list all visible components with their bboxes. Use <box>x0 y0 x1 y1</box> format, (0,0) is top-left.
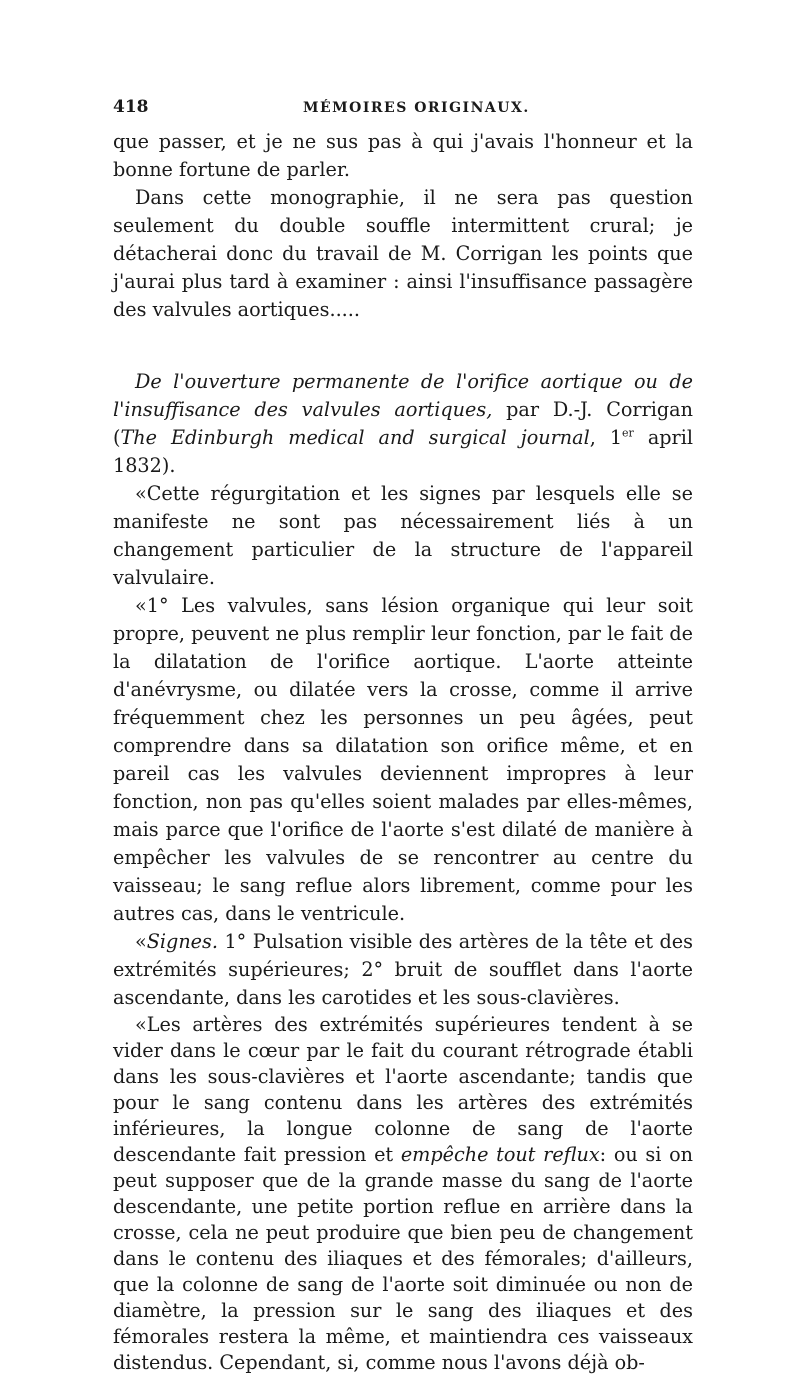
paragraph-7-part-b: : ou si on peut supposer que de la grande masse du sang de l'aorte descendante, une petite portion reflue en arrière dans la crosse, cela ne peut produire que bien peu de changement dans le contenu des iliaques et des fémorales; d'ailleurs, que la colonne de sang de l'aorte soit diminuée ou non de diamètre, la pression sur le sang des iliaques et des fémorales restera la même, et maintiendra ces vaisseaux distendus. Cependant, si, comme nous l'avons déjà ob- <box>113 1143 693 1374</box>
paragraph-2: Dans cette monographie, il ne sera pas question seulement du double souffle intermittent crural; je détacherai donc du travail de M. Corrigan les points que j'aurai plus tard à examiner : ainsi l'insuffisance passagère des valvules aortiques..... <box>113 186 693 321</box>
citation-title: De l'ouverture permanente de l'orifice aortique ou de l'insuffisance des valvules aortiques, <box>113 370 693 421</box>
paragraph-7-part-a: «Les artères des extrémités supérieures tendent à se vider dans le cœur par le fait du courant rétrograde établi dans les sous-clavières et l'aorte ascendante; tandis que pour le sang contenu dans les artères des extrémités inférieures, la longue colonne de sang de l'aorte descendante fait pression et <box>113 1013 693 1166</box>
body-text <box>113 128 693 1376</box>
citation-author: par D.-J. Corrigan ( <box>113 398 693 449</box>
citation-date-sup: er <box>622 426 634 440</box>
paragraph-signes <box>113 928 693 1012</box>
paragraph-7 <box>113 1012 693 1376</box>
citation-journal: The Edinburgh medical and surgical journal <box>120 426 590 449</box>
running-title: MÉMOIRES ORIGINAUX. <box>303 100 530 116</box>
paragraph-5: «1° Les valvules, sans lésion organique qui leur soit propre, peuvent ne plus remplir leur fonction, par le fait de la dilatation de l'orifice aortique. L'aorte atteinte d'anévrysme, ou dilatée vers la crosse, comme il arrive fréquemment chez les personnes un peu âgées, peut comprendre dans sa dilatation son orifice même, et en pareil cas les valvules deviennent impropres à leur fonction, non pas qu'elles soient malades par elles-mêmes, mais parce que l'orifice de l'aorte s'est dilaté de manière à empêcher les valvules de se rencontrer au centre du vaisseau; le sang reflue alors librement, comme pour les autres cas, dans le ventricule. <box>113 594 693 925</box>
citation-paragraph <box>113 368 693 480</box>
citation-date-b: april 1832). <box>113 426 693 477</box>
page-header <box>113 97 693 125</box>
citation-date-a: , 1 <box>589 426 623 449</box>
paragraph-4: «Cette régurgitation et les signes par lesquels elle se manifeste ne sont pas nécessairement liés à un changement particulier de la structure de l'appareil valvulaire. <box>113 482 693 589</box>
paragraph-1: que passer, et je ne sus pas à qui j'avais l'honneur et la bonne fortune de parler. <box>113 130 693 181</box>
page-number: 418 <box>113 97 149 117</box>
paragraph-7-italic: empêche tout reflux <box>400 1143 600 1166</box>
signes-open-quote: « <box>135 930 147 953</box>
signes-text: 1° Pulsation visible des artères de la tête et des extrémités supérieures; 2° bruit de soufflet dans l'aorte ascendante, dans les carotides et les sous-clavières. <box>113 930 693 1009</box>
signes-label: Signes. <box>146 930 218 953</box>
